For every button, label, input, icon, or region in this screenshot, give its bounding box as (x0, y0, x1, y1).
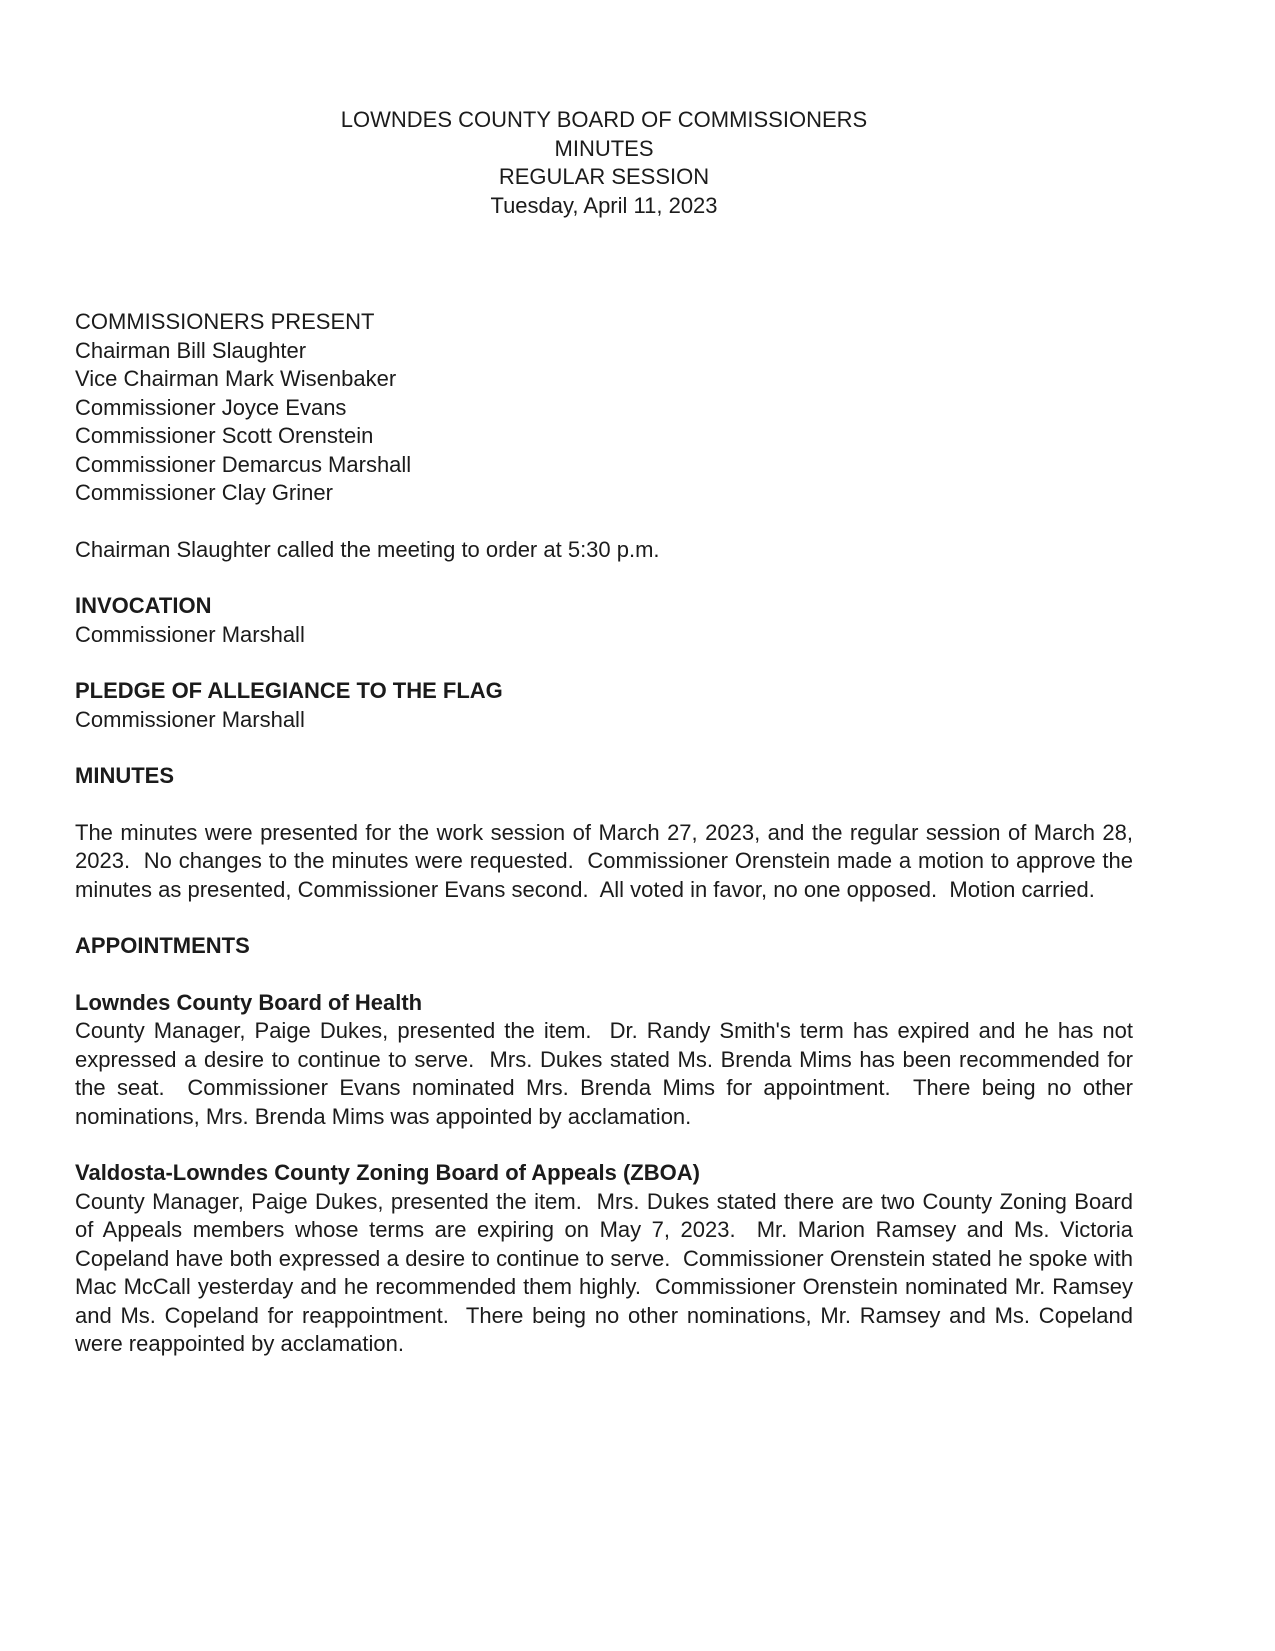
document-title-block (75, 106, 1133, 220)
document-title-line-3: REGULAR SESSION (498, 164, 710, 189)
minutes-paragraph: The minutes were presented for the work session of March 27, 2023, and the regular session of March 28, 2023. No changes to the minutes were requested. Commissioner Orenstein made a motion to approve the minutes as presented, Commissioner Evans second. All voted in favor, no one opposed. Motion carried. (75, 819, 1140, 902)
appointment-item-paragraph: County Manager, Paige Dukes, presented the item. Mrs. Dukes stated there are two County Zoning Board of Appeals members whose terms are expiring on May 7, 2023. Mr. Marion Ramsey and Ms. Victoria Copeland have both expressed a desire to continue to serve. Commissioner Orenstein stated he spoke with Mac McCall yesterday and he recommended them highly. Commissioner Orenstein nominated Mr. Ramsey and Ms. Copeland for reappointment. There being no other nominations, Mr. Ramsey and Ms. Copeland were reappointed by acclamation. (75, 1188, 1140, 1356)
appointment-item-paragraph: County Manager, Paige Dukes, presented the item. Dr. Randy Smith's term has expired and he has not expressed a desire to continue to serve. Mrs. Dukes stated Ms. Brenda Mims has been recommended for the seat. Commissioner Evans nominated Mrs. Brenda Mims for appointment. There being no other nominations, Mrs. Brenda Mims was appointed by acclamation. (75, 1018, 1140, 1129)
commissioner-name: Vice Chairman Mark Wisenbaker (75, 366, 397, 391)
minutes-section (75, 762, 1140, 904)
call-to-order-line: Chairman Slaughter called the meeting to order at 5:30 p.m. (75, 536, 660, 562)
document-content (75, 0, 1140, 1359)
commissioner-name: Chairman Bill Slaughter (75, 337, 307, 363)
document-title-line-4: Tuesday, April 11, 2023 (490, 192, 718, 218)
commissioner-name: Commissioner Demarcus Marshall (75, 451, 412, 477)
appointment-item-zboa (75, 1159, 1140, 1359)
invocation-section (75, 592, 1133, 649)
commissioner-name: Commissioner Joyce Evans (75, 394, 347, 420)
commissioners-present-heading: COMMISSIONERS PRESENT (75, 309, 375, 334)
commissioners-present-section (75, 308, 1133, 508)
pledge-body: Commissioner Marshall (75, 706, 305, 732)
minutes-heading: MINUTES (75, 763, 174, 788)
pledge-section (75, 677, 1133, 734)
document-title-line-2: MINUTES (554, 135, 654, 161)
appointment-item-title: Valdosta-Lowndes County Zoning Board of Appeals (ZBOA) (75, 1160, 700, 1185)
appointments-section (75, 932, 1140, 1359)
invocation-body: Commissioner Marshall (75, 621, 305, 647)
appointment-item-title: Lowndes County Board of Health (75, 989, 423, 1015)
pledge-heading: PLEDGE OF ALLEGIANCE TO THE FLAG (75, 678, 503, 703)
appointment-item-board-of-health (75, 989, 1140, 1132)
invocation-heading: INVOCATION (75, 593, 212, 618)
commissioner-name: Commissioner Scott Orenstein (75, 423, 374, 448)
appointments-heading: APPOINTMENTS (75, 933, 250, 958)
document-title-line-1: LOWNDES COUNTY BOARD OF COMMISSIONERS (340, 107, 868, 132)
commissioner-name: Commissioner Clay Griner (75, 480, 333, 505)
